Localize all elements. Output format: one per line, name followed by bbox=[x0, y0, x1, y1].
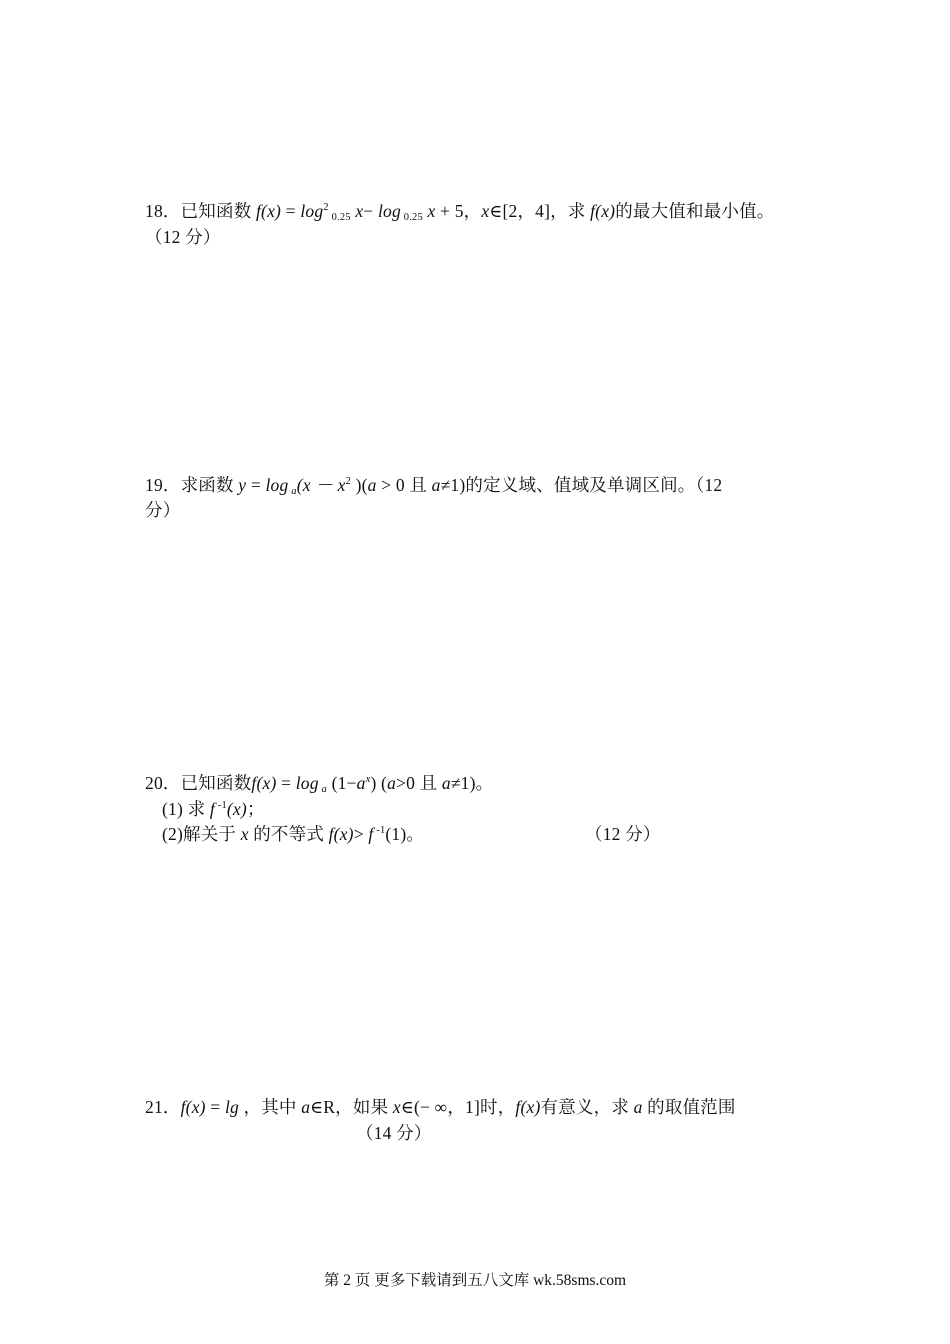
math-fx: f(x) bbox=[515, 1097, 541, 1117]
text: ∈R，如果 bbox=[310, 1097, 393, 1117]
text: = bbox=[246, 475, 266, 495]
text: (1− bbox=[327, 773, 357, 793]
text: > 0 且 bbox=[376, 475, 432, 495]
math-var: x bbox=[350, 201, 364, 221]
text: ≠1)。 bbox=[450, 773, 494, 793]
text: 求函数 bbox=[180, 475, 239, 495]
question-19-score: 分） bbox=[145, 500, 181, 520]
text: > bbox=[353, 824, 369, 844]
math-sub: a bbox=[288, 486, 297, 497]
question-21-score: （14 分） bbox=[356, 1123, 432, 1143]
math-sup: -1 bbox=[373, 825, 386, 836]
math-fx: f(x) bbox=[256, 201, 282, 221]
text: (1) 求 bbox=[162, 799, 210, 819]
math-sub: a bbox=[318, 784, 327, 795]
text: ，其中 bbox=[238, 1097, 302, 1117]
math-expr: (x － x bbox=[296, 475, 346, 495]
math-var: a bbox=[431, 475, 441, 495]
question-21-line1 bbox=[145, 1095, 736, 1119]
math-var: x bbox=[240, 824, 249, 844]
math-fx: f(x) bbox=[251, 773, 277, 793]
question-19-line1 bbox=[145, 473, 722, 497]
text: = bbox=[205, 1097, 225, 1117]
math-var: a bbox=[367, 475, 377, 495]
math-sub: 0.25 bbox=[328, 212, 351, 223]
math-var: (x) bbox=[226, 799, 247, 819]
text: 的不等式 bbox=[248, 824, 329, 844]
math-sup: -1 bbox=[214, 800, 227, 811]
text: (1)。 bbox=[385, 824, 425, 844]
question-20-part2 bbox=[162, 822, 424, 846]
text: = bbox=[281, 201, 301, 221]
question-18-score: （12 分） bbox=[145, 227, 221, 247]
math-f: f bbox=[209, 799, 215, 819]
text: − bbox=[363, 201, 378, 221]
text: >0 且 bbox=[396, 773, 442, 793]
math-sup: 2 bbox=[345, 476, 352, 487]
math-f: f bbox=[368, 824, 374, 844]
math-var: a bbox=[356, 773, 366, 793]
text: ∈(− ∞，1]时， bbox=[400, 1097, 516, 1117]
math-sup: x bbox=[365, 774, 371, 785]
question-number: 19． bbox=[145, 475, 181, 495]
text: = bbox=[276, 773, 296, 793]
math-var: x bbox=[422, 201, 436, 221]
math-fx: f(x) bbox=[328, 824, 354, 844]
question-number: 18． bbox=[145, 201, 181, 221]
math-var: x bbox=[481, 201, 490, 221]
math-var: y bbox=[238, 475, 247, 495]
math-var: a bbox=[387, 773, 397, 793]
math-fx: f(x) bbox=[180, 1097, 206, 1117]
math-var: a bbox=[441, 773, 451, 793]
text: 已知函数 bbox=[180, 773, 252, 793]
math-log: log bbox=[265, 475, 289, 495]
question-20-part1 bbox=[162, 797, 265, 821]
math-fx: f(x) bbox=[590, 201, 616, 221]
text: (2)解关于 bbox=[162, 824, 241, 844]
question-20-score: （12 分） bbox=[585, 824, 661, 844]
text: ∈[2，4]，求 bbox=[489, 201, 591, 221]
question-number: 20． bbox=[145, 773, 181, 793]
math-log: log bbox=[300, 201, 324, 221]
math-var: x bbox=[392, 1097, 401, 1117]
math-lg: lg bbox=[224, 1097, 239, 1117]
question-number: 21． bbox=[145, 1097, 181, 1117]
math-var: a bbox=[301, 1097, 311, 1117]
text: 的取值范围 bbox=[642, 1097, 736, 1117]
question-20-line1 bbox=[145, 771, 493, 795]
text: + 5， bbox=[435, 201, 482, 221]
text: 已知函数 bbox=[180, 201, 252, 221]
question-18-line1 bbox=[145, 199, 775, 223]
text: 有意义，求 bbox=[540, 1097, 634, 1117]
math-log: log bbox=[377, 201, 401, 221]
math-sub: 0.25 bbox=[400, 212, 423, 223]
text: ≠1)的定义域、值域及单调区间。（12 bbox=[440, 475, 723, 495]
text: )( bbox=[351, 475, 368, 495]
text: ) ( bbox=[370, 773, 388, 793]
math-log: log bbox=[295, 773, 319, 793]
page-footer: 第 2 页 更多下载请到五八文库 wk.58sms.com bbox=[323, 1272, 627, 1289]
math-var: a bbox=[633, 1097, 643, 1117]
math-sup: 2 bbox=[323, 202, 329, 213]
text: 的最大值和最小值。 bbox=[615, 201, 775, 221]
text: ； bbox=[246, 799, 265, 819]
